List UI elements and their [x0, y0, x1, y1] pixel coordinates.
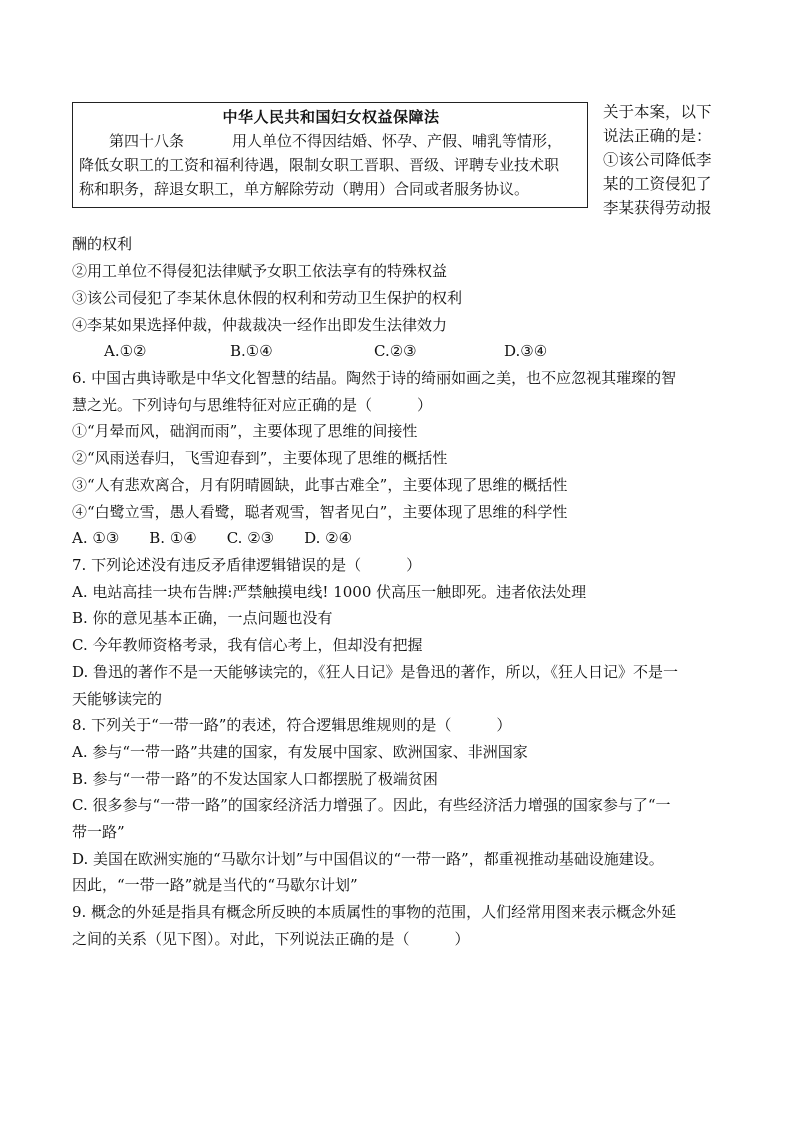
q8-option-d-line-1: D. 美国在欧洲实施的“马歇尔计划”与中国倡议的“一带一路”，都重视推动基础设施建设。: [72, 850, 664, 868]
q5-statement-2: ②用工单位不得侵犯法律赋予女职工依法享有的特殊权益: [72, 262, 448, 280]
q6-stem-line-1: 6. 中国古典诗歌是中华文化智慧的结晶。陶然于诗的绮丽如画之美，也不应忽视其璀璨的智: [72, 369, 677, 387]
q5-side-line: 李某获得劳动报: [603, 199, 712, 217]
q8-option-d-line-2: 因此，“一带一路”就是当代的“马歇尔计划”: [72, 876, 358, 894]
q6-statement-1: ①“月晕而风，础润而雨”，主要体现了思维的间接性: [72, 422, 418, 440]
law-title: 中华人民共和国妇女权益保障法: [222, 108, 440, 126]
q9-stem-line-1: 9. 概念的外延是指具有概念所反映的本质属性的事物的范围，人们经常用图来表示概念外延: [72, 903, 677, 921]
q8-option-c-line-2: 带一路”: [72, 823, 125, 841]
q6-statement-4: ④“白鹭立雪，愚人看鹭，聪者观雪，智者见白”，主要体现了思维的科学性: [72, 503, 568, 521]
q5-statement-4: ④李某如果选择仲裁，仲裁裁决一经作出即发生法律效力: [72, 316, 448, 334]
law-article: 第四十八条: [109, 132, 185, 150]
q7-option-d-line-2: 天能够读完的: [72, 690, 163, 708]
q5-side-text: [603, 100, 731, 220]
q5-side-line: 某的工资侵犯了: [603, 175, 712, 193]
q7-option-a: A. 电站高挂一块布告牌:严禁触摸电线! 1000 伏高压一触即死。违者依法处理: [72, 583, 587, 601]
q8-option-b: B. 参与“一带一路”的不发达国家人口都摆脱了极端贫困: [72, 770, 438, 788]
q5-option-d[interactable]: D.③④: [504, 342, 548, 360]
q5-statement-1-cont: 酬的权利: [72, 235, 133, 253]
q7-stem: 7. 下列论述没有违反矛盾律逻辑错误的是（ ）: [72, 556, 422, 574]
law-line-3: 称和职务，辞退女职工，单方解除劳动（聘用）合同或者服务协议。: [79, 180, 530, 198]
law-line-1: 用人单位不得因结婚、怀孕、产假、哺乳等情形，: [232, 132, 563, 150]
q5-option-c[interactable]: C.②③: [374, 342, 417, 360]
q5-side-line: 说法正确的是：: [603, 127, 712, 145]
q5-option-a[interactable]: A.①②: [104, 342, 147, 360]
q8-option-c-line-1: C. 很多参与“一带一路”的国家经济活力增强了。因此，有些经济活力增强的国家参与了“一: [72, 796, 671, 814]
q5-statement-3: ③该公司侵犯了李某休息休假的权利和劳动卫生保护的权利: [72, 289, 463, 307]
q6-stem-line-2: 慧之光。下列诗句与思维特征对应正确的是（ ）: [72, 396, 433, 414]
q7-option-b: B. 你的意见基本正确，一点问题也没有: [72, 609, 333, 627]
q5-side-line: ①该公司降低李: [603, 151, 712, 169]
q6-statement-3: ③“人有悲欢离合，月有阴晴圆缺，此事古难全”，主要体现了思维的概括性: [72, 476, 568, 494]
q8-option-a: A. 参与“一带一路”共建的国家，有发展中国家、欧洲国家、非洲国家: [72, 743, 528, 761]
q7-option-d-line-1: D. 鲁迅的著作不是一天能够读完的，《狂人日记》是鲁迅的著作，所以，《狂人日记》不是一: [72, 663, 679, 681]
q7-option-c: C. 今年教师资格考录，我有信心考上，但却没有把握: [72, 636, 423, 654]
q5-option-b[interactable]: B.①④: [230, 342, 273, 360]
q9-stem-line-2: 之间的关系（见下图）。对此，下列说法正确的是（ ）: [72, 930, 470, 948]
q5-side-line: 关于本案，以下: [603, 103, 712, 121]
q6-options: A. ①③ B. ①④ C. ②③ D. ②④: [72, 529, 353, 547]
law-text: [79, 129, 583, 201]
q6-statement-2: ②“风雨送春归，飞雪迎春到”，主要体现了思维的概括性: [72, 449, 448, 467]
law-excerpt-box: [72, 102, 588, 208]
q8-stem: 8. 下列关于“一带一路”的表述，符合逻辑思维规则的是（ ）: [72, 716, 512, 734]
law-line-2: 降低女职工的工资和福利待遇，限制女职工晋职、晋级、评聘专业技术职: [79, 156, 560, 174]
q5-options: [104, 339, 547, 363]
